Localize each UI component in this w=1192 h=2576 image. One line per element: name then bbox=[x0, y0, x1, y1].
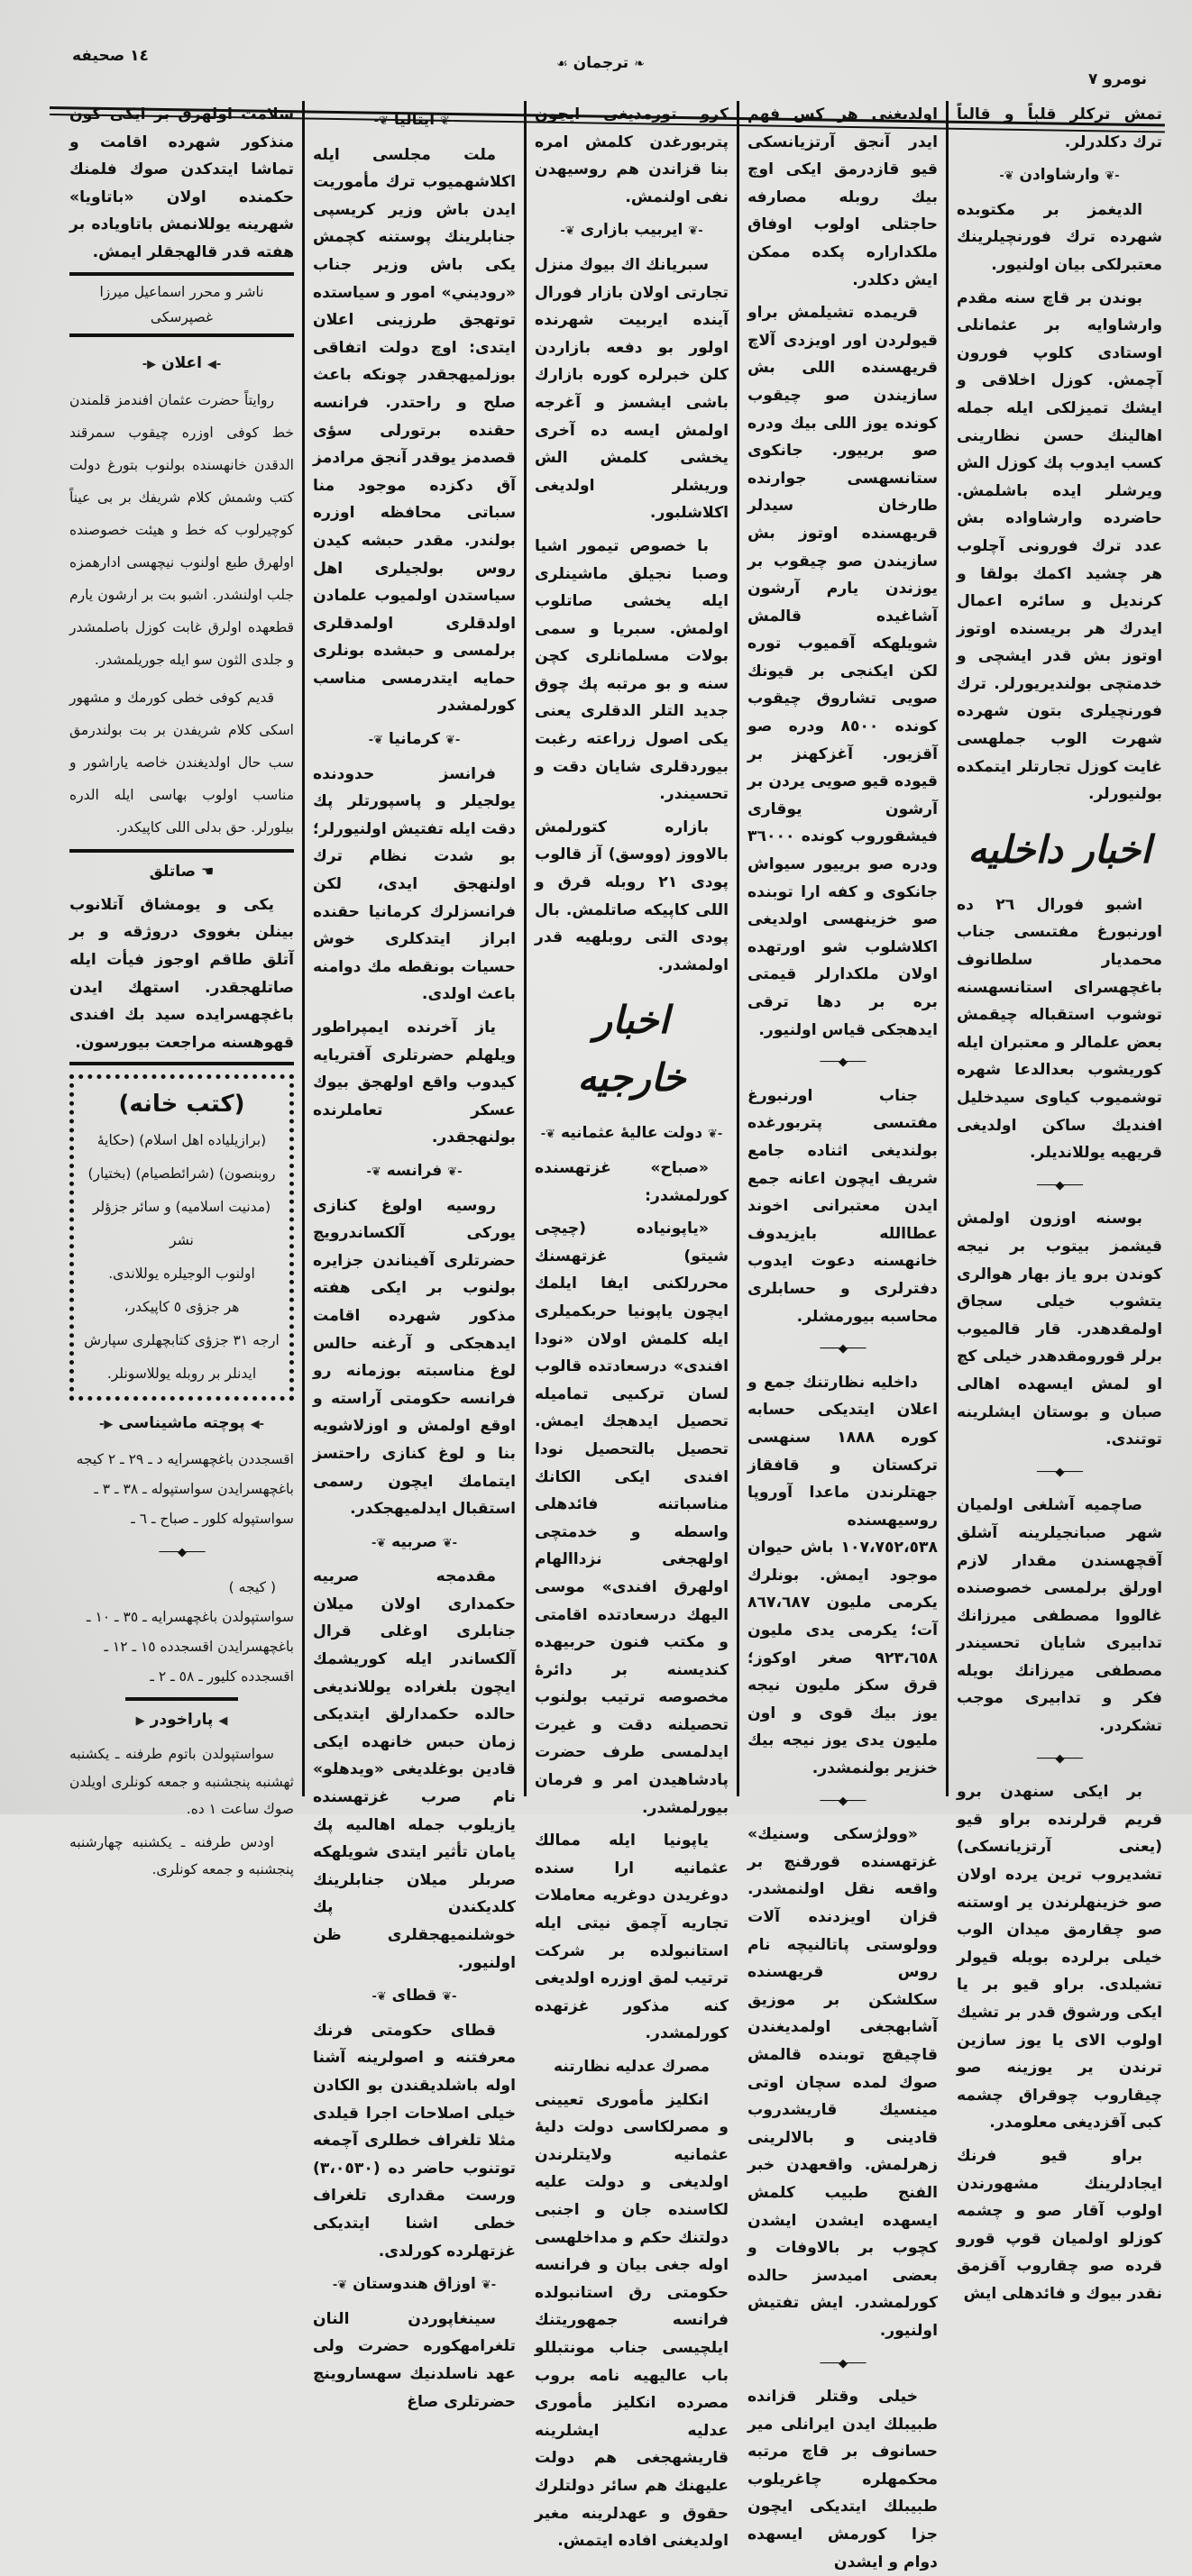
ornament-icon: -❦ bbox=[707, 1128, 723, 1142]
paragraph: ياز آخرنده ايمپراطور ويلهلم حضرتلرى آفتريايه كيدوب واقع اولهجق بيوك عسكر تعاملرنده بولنهجقدر. bbox=[313, 1019, 516, 1147]
masthead bbox=[36, 36, 1165, 90]
paragraph: ملت مجلسى ايله اكلاشهميوب ترك مأموريت ايدن باش وزير كريسپى جنابلرينك پوستنه كچمش يكى باش وزير جناب «روديني» امور و سياستده توتهجق طرزينى اعلان ايتدى: اوچ دولت اتفاقى بوزلميهجقدر چونكه باعث صلح و راحتدر. فرانسه حقنده برتورلى سؤى قصدمز يوقدر آنجق مرادمز آق دكزده موجود منا سباتى محافظه اوزره بولندر. مقدر حبشه كيدن روس بولجيلرى اهل سياستدن اولميوب علمادن اولدقلرى اولمدقلرى برلمسى و حبشده بونلرى حمايه ايتدرمسى مناسب كورلمشدر bbox=[313, 145, 516, 716]
columns bbox=[34, 101, 1170, 2571]
paragraph: اولديغنى هر كس فهم ايدر آنجق آرتزيانسكى قيو قازدرمق ايكى اوچ بيك روبله مصارفه حاجتلى اولوب اوفاق ملكداراره پكده ممكن ايش دكلدر. bbox=[747, 105, 938, 289]
ornament-icon: ❦- bbox=[371, 1536, 387, 1550]
paragraph: اشبو فورال ٢٦ ده اورنبورغ مفتىسى جناب محمديار سلطانوف باغچهسراى استانسهسنه توشوب استقباله چيقمش بعض علمالر و معتبران ايله كوريشوب بعدالدعا شهره توشميوب كياوى سيدخليل افنديك ساكن اولديغى قريهيه يوللانديلر. bbox=[957, 895, 1162, 1163]
section-heading-ottoman bbox=[535, 1119, 729, 1149]
paragraph: بوندن بر قاچ سنه مقدم وارشاوايه بر عثمانلى اوستادى كلوپ فورون آچمش. كوزل اخلاقى و ايشك تميزلكى ايله جمله اهالينك حسن نظارينى كسب ايدوب پك كوزل الش ويرشلر ايده باشلمش. حاضرده وارشاواده بش عدد ترك فورونى آچلوب هر چشيد اكمك بولقا و كرنديل و سائره اعمال ايدرك هر بريسنده اوتوز اوتوز بش قدر ايشچى و خدمتچى بولنديريورلر. ترك فورنچيلرى بتون شهرده شهرت الوب جملهسى غايت كوزل تجارتلر ايتمكده بولنيورلر. bbox=[957, 288, 1162, 804]
paragraph: خيلى وقتلر قزانده طبيبلك ايدن ايرانلى مير حسانوف بر قاچ مرتبه محكمهلره چاغريلوب طبيبلك ايتديكى ايچون جزا كورمش ايسهده دوام و ايشدن bbox=[747, 2388, 938, 2571]
bookshop-line: روبنصون) (شرائطصيام) (بختيار) bbox=[87, 1165, 276, 1183]
column-5 bbox=[61, 101, 305, 1878]
heading-text: اعلان bbox=[161, 353, 202, 372]
section-heading-serbia bbox=[313, 1529, 516, 1558]
heading-text: فرانسه bbox=[386, 1161, 443, 1180]
paragraph: سينغاپوردن النان تلغرامهكوره حضرت ولى عهد ناسلدنيك سهساروينچ حضرتلرى صاغ bbox=[313, 2309, 516, 2411]
ornament-icon: ❦- bbox=[540, 1128, 556, 1142]
page-number: ١٤ صحيفه bbox=[72, 47, 149, 65]
divider bbox=[69, 849, 294, 853]
paragraph: سلامت اولهرق بر ايكى كون منذكور شهرده اقامت و تماشا ايتدكدن صوك فلمنك حكمنده اولان «باتاويا» شهرينه يوللانمش باتاوياده بر هفته قدر قالهجقلر ايمش. bbox=[69, 105, 294, 261]
bookshop-title: (كتب خانه) bbox=[118, 1091, 245, 1119]
paragraph: بازاره كتورلمش بالاووز (ووسق) آز قالوب پودى ٢١ روبله قرق و اللى كاپيكه صاتلمش. بال پودى التى روبلهيه قدر اولمشدر. bbox=[535, 818, 729, 974]
section-title-foreign-news: اخبار خارجيه bbox=[577, 998, 686, 1101]
paragraph: «صباح» غزتهسنده كورلمشدر: bbox=[535, 1159, 729, 1205]
ornament-icon: ❧ bbox=[634, 57, 645, 71]
heading-text: قطاى bbox=[391, 1987, 437, 2005]
bookshop-line: (مدنيت اسلاميه) و سائر جزؤلر نشر bbox=[92, 1199, 271, 1249]
timetable-row: باغچهسرايدن اقسجدده ١٥ ـ ١٢ ـ bbox=[104, 1638, 294, 1655]
separator-icon: ───◆─── bbox=[820, 1342, 866, 1357]
ornament-icon: -❦ bbox=[481, 2279, 497, 2293]
section-heading-egypt: مصرك عدليه نظارتنه bbox=[553, 2058, 711, 2076]
paragraph: جناب اورنبورغ مفتىسى پتربورغده بولنديغى اثناده جامع شريف ايچون اعانه جمع ايدن معتبرانى اخوند عطاالله بايزيدوف خانهسنه دعوت ايدوب دفترلرى و حسابلرى محاسبه بيورمشلر. bbox=[747, 1086, 938, 1326]
paragraph: بوسنه اوزون اولمش قيشمز بيتوب بر نيجه كوندن برو ياز بهار هوالرى يتشوب خيلى سجاق اولمقدهدر. قار قالميوب برلر قورومقدهدر خيلى كچ او لمش ايسهده اهالى صبان و بوستان ايشلرينه توتندى. bbox=[957, 1210, 1162, 1449]
ornament-icon: -◀ bbox=[206, 357, 222, 371]
heading-text: دولت عاليهٔ عثمانيه bbox=[560, 1124, 703, 1143]
ornament-icon: ▶- bbox=[99, 1418, 114, 1432]
paragraph: «وولژسكى وسنيك» غزتهسنده قورقنچ بر واقعه نقل اولنمشدر. قزان اويزدنده آلات وولوستى پاتالنيچه نام روس قريهسنده سكلشكن بر موزيق آشابهجغى اولمديغندن قاچيقچ توبنده قالمش صوك لمده سچان اوتى مينسيك قاريشدروب قادينى و بالالرينى زهرلمش. واقعهدن خبر الفنج طبيب كلمش ايسهده ايشدن ايشدن كچوب بر بالاوفات و بعضى اميدسز حالده كورلمشدر. ايش تفتيش اولنيور. bbox=[747, 1825, 938, 2340]
heading-text: پوچته ماشيناسى bbox=[118, 1414, 245, 1433]
section-heading-germany bbox=[313, 726, 516, 755]
paragraph: سبريانك اك بيوك منزل تجارتى اولان بازار فورال آينده ايربيت شهرنده اولور بو دفعه بازاردن كلن خبرلره كوره بازارك باشى ايشسز و آغرجه اولمش ايسه ده آخرى يخشى كلمش الش وريشلر اولديغى اكلاشلبور. bbox=[535, 255, 729, 523]
ornament-icon: ❦- bbox=[371, 1990, 387, 2005]
paragraph: صاچميه آشلغى اولميان شهر صبانجيلرينه آشلق آقچهسندن مقدار لازم اورلق برلمسى خصوصنده غالووا مصطفى ميرزانك تدابيرى شايان تحسيندر مصطفى ميرزانك بويله فكر و تدابيرى موجب تشكردر. bbox=[957, 1496, 1162, 1736]
bookshop-line: اولنوب الوجيلره يوللاندى. bbox=[108, 1265, 255, 1283]
paragraph: «ياپونياده (چيچى شيتو) غزتهسنك محررلكنى ايفا ايلمك ايچون ياپونيا حربكميلرى ايله كلمش اولان «نودا افندى» درسعادتده قالوب لسان تركىيى تماميله تحصيل ايدهجك ايمش. تحصيل بالتحصيل نودا افندى ايكى الكانك مناسباتنه فائدهلى واسطه و خدمتچى اولهجغى نزداالهام اولهرق افندى» موسى اليهك درسعادتده اقامتى و مكتب فنون حربيهده كنديسنه بر دائرهٔ مخصوصه ترتيب بولنوب تحصيلنه دقت و غيرت ايدلمسى طرف حضرت پادشاهيدن امر و فرمان بيورلمشدر. bbox=[535, 1219, 729, 1817]
section-heading-for-sale bbox=[69, 858, 294, 886]
bookshop-advert-box bbox=[69, 1074, 294, 1401]
bookshop-line: ارجه ٣١ جزؤى كتابچهلرى سپارش bbox=[84, 1332, 280, 1349]
heading-text: اوزاق هندوستان bbox=[353, 2275, 476, 2294]
paragraph: قطاى حكومتى فرنك معرفتنه و اصولرينه آشنا اوله باشلديقندن بو الكادن خيلى اصلاحات اجرا قيلدى مثلا تلغراف خطلرى آچمغه توتنوب حاضر ده (٣،٠٥٣٠) ورست مقدارى تلغراف خطى اشنا ايتديكى غزتهلرده كورلدى. bbox=[313, 2021, 516, 2261]
ornament-icon: ❦- bbox=[373, 114, 389, 128]
issue-number: نومرو ٧ bbox=[1087, 70, 1147, 88]
paragraph: داخليه نظارتنك جمع و اعلان ايتديكى حسابه كوره ١٨٨٨ سنهسى تركستان و قافقاز جهتلرندن ماعدا آوروپا روسيهسنده ١٠٧،٧٥٢،٥٣٨ باش حيوان موجود ايمش. بونلرك يكرمى مليون ٨٦٧،٦٨٧ آت؛ يكرمى يدى مليون ٩٢٣،٦٥٨ صغر اوكوز؛ قرق سكز مليون نيجه يوز بيك قوى و اون مليون يدى يوز نيجه بيك خنزير بولنمشدر. bbox=[747, 1373, 938, 1778]
bookshop-line: هر جزؤى ٥ كاپيكدر، bbox=[124, 1299, 240, 1316]
paragraph: تمش تركلر قلباً و قالباً ترك دكلدرلر. bbox=[957, 105, 1162, 151]
newspaper-name: ترجمان bbox=[573, 54, 629, 72]
divider bbox=[69, 333, 294, 337]
separator-icon: ───◆─── bbox=[820, 1055, 866, 1070]
ornament-icon: -❦ bbox=[440, 114, 455, 128]
ornament-icon: ◀ bbox=[218, 1713, 228, 1728]
separator-icon: ───◆─── bbox=[1037, 1465, 1082, 1479]
heading-text: ايتاليا bbox=[393, 111, 436, 129]
timetable-row: اقسجددن باغچهسرايه د ـ ٢٩ ـ ٢ كيجه bbox=[76, 1450, 294, 1467]
ornament-icon: -❦ bbox=[447, 1165, 463, 1179]
separator-icon: ───◆─── bbox=[159, 1545, 205, 1559]
section-heading-steamers bbox=[69, 1706, 294, 1736]
section-heading-mail-train bbox=[69, 1410, 294, 1439]
paragraph: روسيه اولوغ كنازى يوركى آلكساندرويچ حضرتلرى آفيناندن جزايره بولنوب بر ايكى هفته مذكور شهرده اقامت ايدهجكى و آرغنه حالس لوغ مناسبته بوزمانه رو فرانسه حكومتى آراسته و اوقع اولمش و اوزلاشويه بنا و لوغ كنازى راحتسز ايتمامك ايچون رسمى استقبال ايدلميهجكدر. bbox=[313, 1196, 516, 1519]
heading-text: صاتلق bbox=[149, 863, 197, 882]
paragraph: بر ايكى سنهدن برو قريم قرلرنده براو قيو (يعنى آرتزيانسكى) تشديروب ترين يرده اولان صو خزينهلرندن ير اوستنه صو چقارمق ميدان الوب خيلى برلرده بويله قيولر تشيلدى. براو قيو بر يا ايكى ورشوق قدر بر تشيك اولوب الاى يا يوز سازين ترندن ير يوزينه صو چيقاروب چوقراق چشمه كبى آقزديغى معلومدر. bbox=[957, 1783, 1162, 2133]
separator-icon: ───◆─── bbox=[1037, 1178, 1082, 1192]
column-3 bbox=[527, 101, 739, 2551]
separator-icon: ───◆─── bbox=[820, 2356, 866, 2370]
paragraph: يكى و يومشاق آتلانوب بينلن بغووى دروژقه و بر آتلق طاقم اوجوز فيأت ايله صاتلهجقدر. استهك ايدن باغچهسرايده سيد بك افندى قهوهسنه مراجعت بيورسون. bbox=[69, 895, 294, 1052]
paragraph: با خصوص تيمور اشيا وصبا نجيلق ماشينلرى ايله يخشى صاتلوب اولمش. سبريا و سمى بولات مسلمانلرى كچن سنه و بو مرتبه پك چوق جديد التلر الدقلرى يعنى يكى اصول زراعته رغبت بيوردقلرى شايان دقت و تحسيندر. bbox=[535, 536, 729, 804]
separator-icon: ───◆─── bbox=[820, 1794, 866, 1808]
ornament-icon: ❦- bbox=[999, 169, 1014, 184]
ornament-icon: ❦- bbox=[560, 224, 575, 239]
paragraph: براو قيو فرنك ايجادلرينك مشهورندن اولوب آقار صو و چشمه كوزلو اولميان قوپ قورو قرده صو چقاروب آقزمق نقدر بيوك و فائدهلى ايش bbox=[957, 2146, 1162, 2303]
paragraph: الديغمز بر مكتوبده شهرده ترك فورنچيلرينك معتبرلكى بيان اولنيور. bbox=[957, 200, 1162, 274]
ornament-icon: -❦ bbox=[442, 1990, 457, 2005]
ornament-icon: -❦ bbox=[445, 734, 461, 748]
section-heading-varsova bbox=[957, 161, 1162, 191]
heading-text: پاراخودر bbox=[150, 1710, 214, 1729]
section-heading-irbit bbox=[535, 216, 729, 246]
ornament-icon: ▶- bbox=[142, 357, 157, 371]
section-heading-italy bbox=[313, 106, 516, 136]
publisher-line: ناشر و محرر اسماعيل ميرزا غصپرسكى bbox=[99, 283, 264, 325]
section-heading-india bbox=[313, 2270, 516, 2300]
ornament-icon: ❦- bbox=[366, 1165, 381, 1179]
column-1 bbox=[949, 101, 1170, 2303]
heading-text: كرمانيا bbox=[388, 730, 441, 749]
timetable-row: باغچهسرايدن سواستپوله ـ ٣٨ ـ ٣ ـ bbox=[94, 1480, 294, 1497]
column-4 bbox=[305, 101, 527, 2411]
paragraph: مقدمجه صربيه حكمدارى اولان ميلان جنابلرى اوغلى قرال آلكساندر ايله كوريشمك ايچون بلغراده يوللانديغى حالده حكمدارلق ايتديكى زمان حبس خانهده ايكى قادين بوغلديغى «ويدهلو» نام صرب غزتهسنده يازيلوب جمله اهالىيه پك يامان تأثير ايتدى شويلهكه صربلر ميلان جنابلرينك كلديكندن پك خوشلنميهجقلرى ظن اولنيور. bbox=[313, 1567, 516, 1972]
timetable-row: سواستپولدن باغچهسرايه ـ ٣٥ ـ ١٠ ـ bbox=[86, 1608, 294, 1625]
night-label: ( كيجه ) bbox=[228, 1578, 276, 1595]
separator-icon: ───◆─── bbox=[1037, 1751, 1082, 1766]
paragraph: قديم كوفى خطى كورمك و مشهور اسكى كلام شريفدن بر بت بولندرمق سب حال اولديغندن خاصه ياراشور و مناسب اولوب بهاسى ايله الدره بيلورلر. حق بدلى اللى كاپيكدر. bbox=[69, 690, 294, 836]
section-heading-france bbox=[313, 1157, 516, 1187]
divider bbox=[69, 1062, 294, 1065]
paragraph: سواستپولدن باتوم طرفنه ـ يكشنبه ثهشنبه پنجشنبه و جمعه كونلرى اويلدن صوك ساعت ١ ده. bbox=[69, 1746, 294, 1818]
ornament-icon: ❦- bbox=[368, 734, 384, 748]
paragraph: فرانسز حدودنده يولجيلر و پاسپورتلر پك دقت ايله تفتيش اولنيورلر؛ بو شدت نظام ترك اولنهجق ايدى، لكن فرانسزلرك كرمانيا حقنده ابراز ايتدكلرى خوش حسيات بونقطه مك دوامنه باعث اولدى. bbox=[313, 764, 516, 1004]
paragraph: قريمده تشيلمش براو قيولردن اور اويزدى آلاچ قريهسنده اللى بش سازيندن صو چيقوب كونده يوز اللى بيك ودره صو برييور. جانكوى ستانسهسى جوارنده طارخان سيدلر قريهسنده اوتوز بش سازيندن صو چيقوب بر يوزندن يارم آرشون آشاغيده قالمش شويلهكه آقميوب توره لكن ايكنجى بر قيونك صويى تشاروق چيقوب كونده ٨٥٠٠ ودره صو آقزيور. آغزكهنز بر قيوده قيو صويى يردن بر آرشون يوقارى فيشقوروب كونده ٣٦٠٠٠ ودره صو برييور سيواش جانكوى و كفه ارا توبنده صو خزينهسى اولديغى اكلاشلوب شو اورتهده اولان ملكدارلر قيمتى بره بر دها ترقى ايدهجكى قياس اولنيور. bbox=[747, 304, 938, 1039]
paragraph: كرو تورمديغى ايچون پتربورغدن كلمش امره بنا قزاندن هم روسيهدن نفى اولنمش. bbox=[535, 105, 729, 206]
column-2 bbox=[739, 101, 949, 2571]
ornament-icon: ☙ bbox=[556, 57, 568, 71]
section-heading-announcement bbox=[69, 350, 294, 379]
ornament-icon: ▶ bbox=[135, 1713, 145, 1728]
paragraph: ياپونيا ايله ممالك عثمانيه ارا سنده دوغريدن دوغريه معاملات تجاريه آچمق نيتى ايله استانبولده بر شركت ترتيب لمق اوزره اولديغى كنه مذكور غزتهده كورلمشدر. bbox=[535, 1832, 729, 2043]
ornament-icon: -◀ bbox=[250, 1418, 264, 1432]
heading-text: ايربيب بازارى bbox=[580, 221, 683, 240]
ornament-icon: ❦- bbox=[332, 2279, 348, 2293]
heading-text: صربيه bbox=[391, 1532, 437, 1551]
ornament-icon: -❦ bbox=[1105, 169, 1120, 184]
newspaper-title bbox=[556, 54, 645, 72]
section-heading-china bbox=[313, 1982, 516, 2012]
bookshop-line: ايدنلر بر روبله يوللاسونلر. bbox=[106, 1366, 257, 1383]
divider bbox=[69, 272, 294, 276]
paragraph: روايتاً حضرت عثمان افندمز قلمندن خط كوفى اوزره چيقوب سمرقند الدقدن خانهسنده بولنوب بتورغ دولت كتب وشمش كلام شريفك بر بى عيناً كوچيرلوب كه خط و هيئت خصوصنده اولهرق طبع اولنوب نيچهسى ادارهمزه جلب اولنشدر. اشبو بت بر ارشون يارم قطعهده اولرق غابت كوزل باصلمشدر و جلدى الثون سو ايله جوريلمشدر. bbox=[69, 392, 294, 669]
section-title-domestic-news: اخبار داخليه bbox=[967, 827, 1151, 872]
paragraph: اودس طرفنه ـ يكشنبه چهارشنبه پنجشنبه و جمعه كونلرى. bbox=[69, 1833, 294, 1878]
divider bbox=[125, 1697, 238, 1701]
paragraph: انكليز مأمورى تعيينى و مصرلكاسى دولت دليهٔ عثمانيه ولايتلرندن اولديغى و دولت عليه لكاسنده جان و اجنبى دولتنك حكم و مداخلهسى اوله جغى بيان و فرانسه حكومتى رق استانبولده فرانسه جمهوريتنك ايلچيسى جناب مونتبللو باب عاليهيه نامه بروب مصرده انكليز مأمورى عدليه ايشلرينه قاريشهجغى هم دولت عليهنك هم سائر دولتلرك حقوق و عهدلرينه مغير اولديغنى افاده ايتمش. bbox=[535, 2090, 729, 2551]
timetable-row: سواستپوله كلور ـ صباح ـ ٦ ـ bbox=[131, 1510, 294, 1527]
ornament-icon: -❦ bbox=[442, 1536, 458, 1550]
heading-text: وارشاوادن bbox=[1019, 166, 1100, 185]
pointing-hand-icon: ☚ bbox=[201, 863, 215, 881]
timetable-row: اقسجدده كليور ـ ٥٨ ـ ٢ ـ bbox=[150, 1667, 294, 1685]
ornament-icon: -❦ bbox=[688, 224, 703, 239]
bookshop-line: (برازيلياده اهل اسلام) (حكايهٔ bbox=[96, 1132, 267, 1149]
